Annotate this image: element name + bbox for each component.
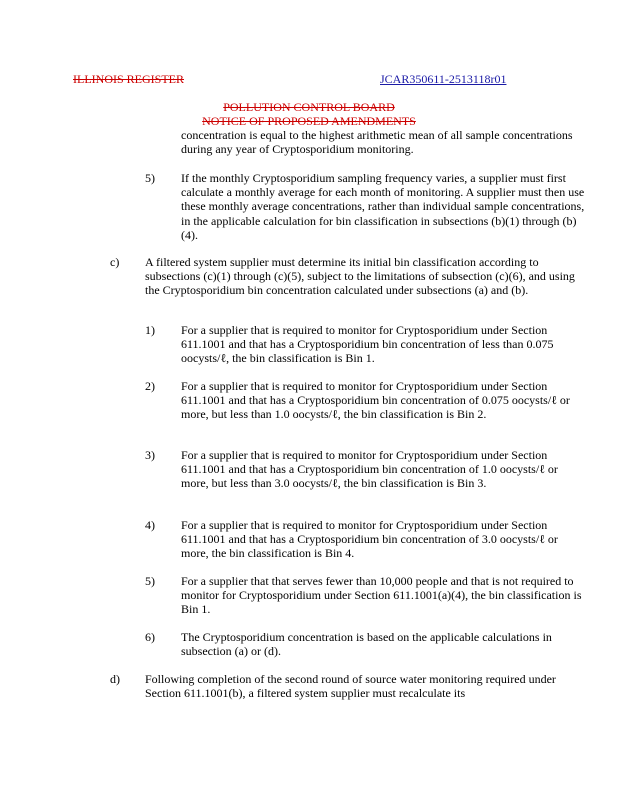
item-text-b5: If the monthly Cryptosporidium sampling frequency varies, a supplier must first calculate a monthly average for each month of monitoring. A supplier must then use these monthly average concentrations, rather than individual sample concentrations, in the applicable calculation for bin classification in subsections (b)(1) through (b)(4). [181,171,585,242]
item-marker-c3: 3) [145,448,155,462]
subsection-marker-c: c) [110,255,120,269]
item-text-c3: For a supplier that is required to monitor for Cryptosporidium under Section 611.1001 and that has a Cryptosporidium bin concentration of 1.0 oocysts/ℓ or more, but less than 3.0 oocysts/ℓ, the bin classification is Bin 3. [181,448,558,491]
subsection-text-d: Following completion of the second round of source water monitoring required under Section 611.1001(b), a filtered system supplier must recalculate its [145,672,556,701]
item-marker-c5: 5) [145,574,155,588]
notice-header: NOTICE OF PROPOSED AMENDMENTS [202,114,416,128]
item-text-c2: For a supplier that is required to monitor for Cryptosporidium under Section 611.1001 and that has a Cryptosporidium bin concentration of 0.075 oocysts/ℓ or more, but less than 1.0 oocysts/ℓ, the bin classification is Bin 2. [181,379,570,422]
item-marker-c1: 1) [145,323,155,337]
item-text-c6: The Cryptosporidium concentration is based on the applicable calculations in subsection (a) or (d). [181,630,552,659]
jcar-code-header: JCAR350611-2513118r01 [380,72,507,86]
board-header: POLLUTION CONTROL BOARD [223,100,395,114]
item-marker-c2: 2) [145,379,155,393]
item-text-c5: For a supplier that that serves fewer than 10,000 people and that is not required to monitor for Cryptosporidium under Section 611.1001(a)(4), the bin classification is Bin 1. [181,574,582,617]
item-marker-b5: 5) [145,171,155,185]
item-marker-c4: 4) [145,518,155,532]
subsection-marker-d: d) [110,672,120,686]
item-text-c1: For a supplier that is required to monitor for Cryptosporidium under Section 611.1001 and that has a Cryptosporidium bin concentration of less than 0.075 oocysts/ℓ, the bin classification is Bin 1. [181,323,554,366]
item-marker-c6: 6) [145,630,155,644]
register-header: ILLINOIS REGISTER [73,72,184,86]
continuation-text: concentration is equal to the highest arithmetic mean of all sample concentrations during any year of Cryptosporidium monitoring. [181,128,573,157]
subsection-text-c: A filtered system supplier must determine its initial bin classification according to subsections (c)(1) through (c)(5), subject to the limitations of subsection (c)(6), and using the Cryptosporidium bin concentration calculated under subsections (a) and (b). [145,255,575,298]
item-text-c4: For a supplier that is required to monitor for Cryptosporidium under Section 611.1001 and that has a Cryptosporidium bin concentration of 3.0 oocysts/ℓ or more, the bin classification is Bin 4. [181,518,558,561]
